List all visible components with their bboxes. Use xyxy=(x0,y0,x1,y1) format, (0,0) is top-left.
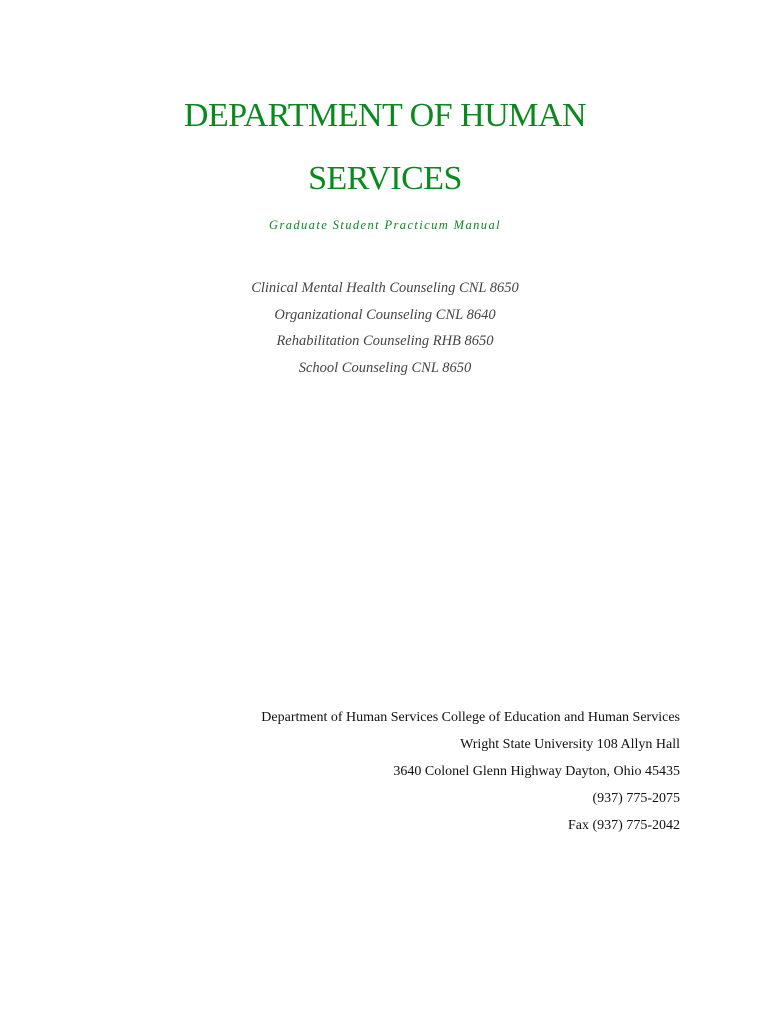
page-subtitle: Graduate Student Practicum Manual xyxy=(269,218,501,232)
contact-address-line-1: Wright State University 108 Allyn Hall xyxy=(460,737,680,752)
page-title-line-2: SERVICES xyxy=(308,160,462,197)
contact-address-line-2: 3640 Colonel Glenn Highway Dayton, Ohio 45435 xyxy=(393,764,680,779)
program-item: School Counseling CNL 8650 xyxy=(298,359,472,376)
contact-fax: Fax (937) 775-2042 xyxy=(568,818,680,833)
program-item: Clinical Mental Health Counseling CNL 8650 xyxy=(251,280,519,296)
program-item: Rehabilitation Counseling RHB 8650 xyxy=(276,333,494,349)
contact-block xyxy=(120,704,680,839)
contact-department: Department of Human Services College of Education and Human Services xyxy=(261,710,680,725)
page-title-line-1: DEPARTMENT OF HUMAN xyxy=(183,97,587,134)
program-list xyxy=(0,275,770,381)
program-item: Organizational Counseling CNL 8640 xyxy=(274,306,496,323)
contact-phone: (937) 775-2075 xyxy=(592,791,680,806)
